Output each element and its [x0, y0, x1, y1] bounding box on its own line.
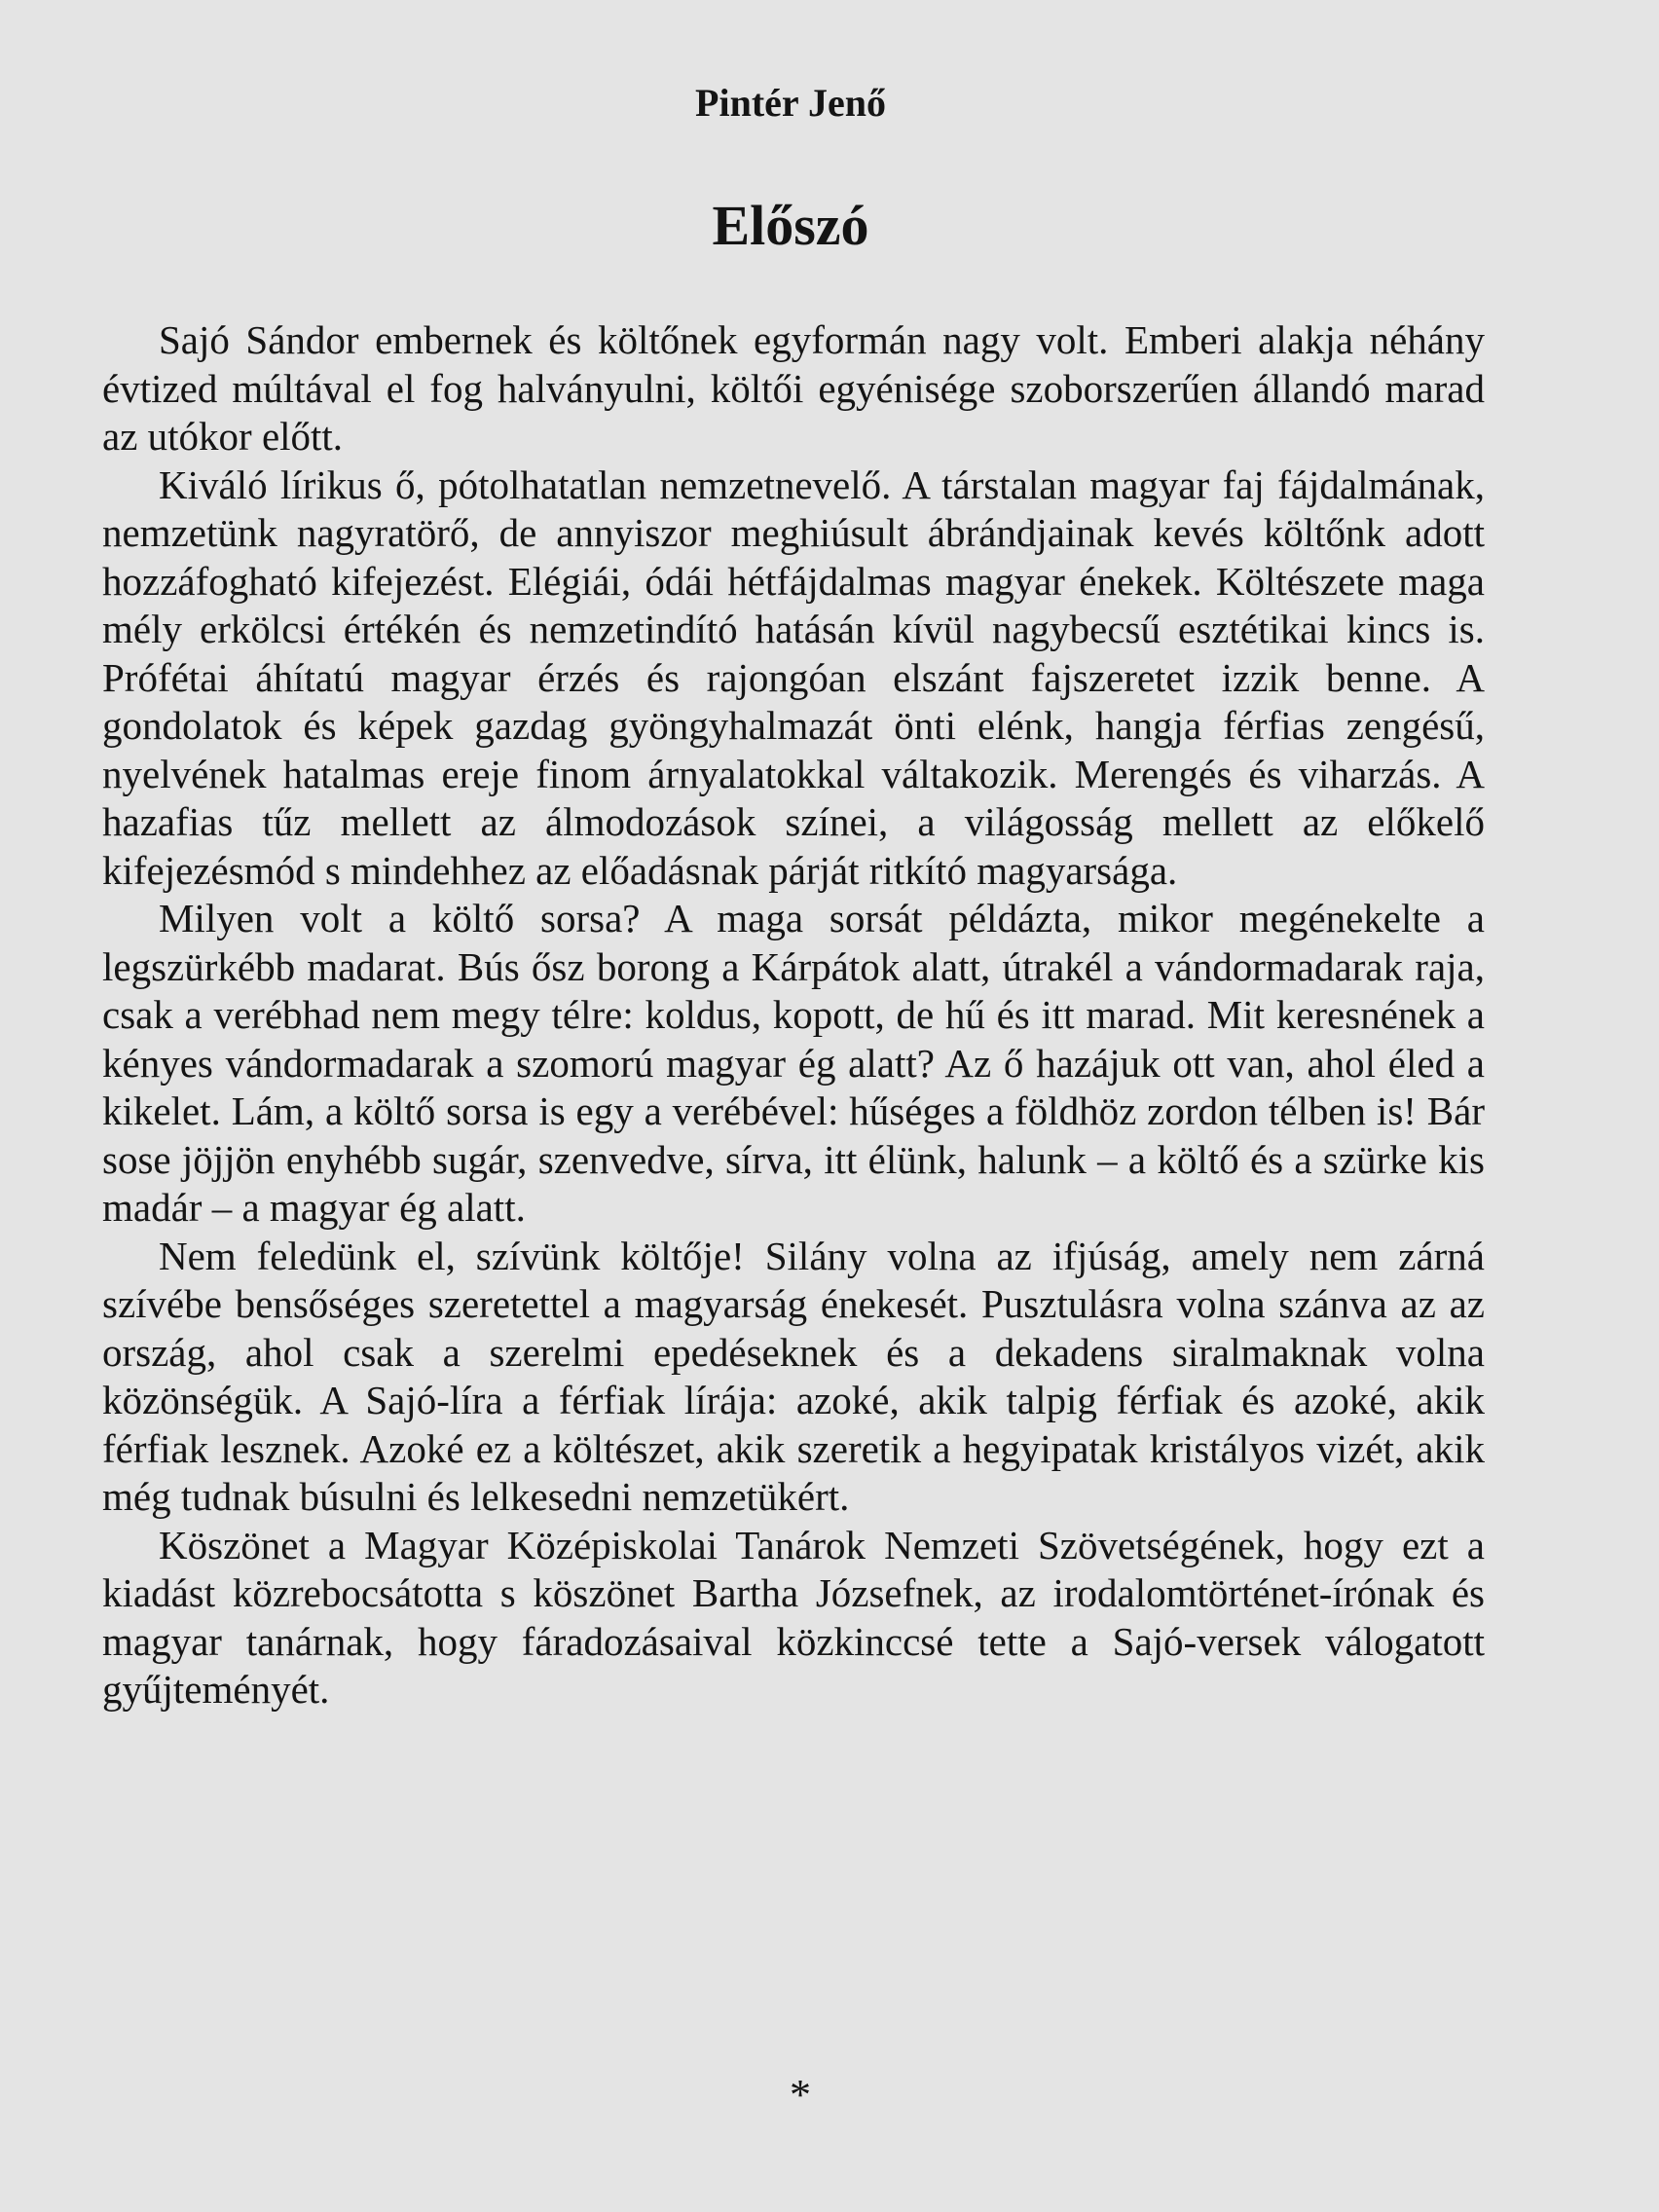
paragraph-1: Sajó Sándor embernek és költőnek egyformán nagy volt. Emberi alakja néhány évtized múltával el fog halványulni, költői egyénisége szoborszerűen állandó marad az utókor előtt.	[102, 317, 1485, 459]
author-name: Pintér Jenő	[695, 81, 886, 125]
section-separator: *	[790, 2071, 811, 2119]
preface-text	[102, 316, 1485, 1714]
paragraph-3: Milyen volt a költő sorsa? A maga sorsát példázta, mikor megénekelte a legszürkébb madarat. Bús ősz borong a Kárpátok alatt, útrakél a vándormadarak raja, csak a verébhad nem megy télre: koldus, kopott, de hű és itt marad. Mit keresnének a kényes vándormadarak a szomorú magyar ég alatt? Az ő hazájuk ott van, ahol éled a kikelet. Lám, a költő sorsa is egy a verébével: hűséges a földhöz zordon télben is! Bár sose jöjjön enyhébb sugár, szenvedve, sírva, itt élünk, halunk – a költő és a szürke kis madár – a magyar ég alatt.	[102, 896, 1485, 1230]
paragraph-5: Köszönet a Magyar Középiskolai Tanárok Nemzeti Szövetségének, hogy ezt a kiadást közrebocsátotta s köszönet Bartha Józsefnek, az irodalomtörténet-írónak és magyar tanárnak, hogy fáradozásaival közkinccsé tette a Sajó-versek válogatott gyűjteményét.	[102, 1522, 1485, 1712]
page-title: Előszó	[712, 194, 869, 257]
paragraph-2: Kiváló lírikus ő, pótolhatatlan nemzetnevelő. A társtalan magyar faj fájdalmának, nemzetünk nagyratörő, de annyiszor meghiúsult ábrándjainak kevés költőnk adott hozzáfogható kifejezést. Elégiái, ódái hétfájdalmas magyar énekek. Költészete maga mély erkölcsi értékén és nemzetindító hatásán kívül nagybecsű esztétikai kincs is. Prófétai áhítatú magyar érzés és rajongóan elszánt fajszeretet izzik benne. A gondolatok és képek gazdag gyöngyhalmazát önti elénk, hangja férfias zengésű, nyelvének hatalmas ereje finom árnyalatokkal váltakozik. Merengés és viharzás. A hazafias tűz mellett az álmodozások színei, a világosság mellett az előkelő kifejezésmód s mindehhez az előadásnak párját ritkító magyarsága.	[102, 461, 1485, 893]
paragraph-4: Nem feledünk el, szívünk költője! Silány volna az ifjúság, amely nem zárná szívébe bensőséges szeretettel a magyarság énekesét. Pusztulásra volna szánva az az ország, ahol csak a szerelmi epedéseknek és a dekadens siralmaknak volna közönségük. A Sajó-líra a férfiak lírája: azoké, akik talpig férfiak és azoké, akik férfiak lesznek. Azoké ez a költészet, akik szeretik a hegyipatak kristályos vizét, akik még tudnak búsulni és lelkesedni nemzetükért.	[102, 1233, 1485, 1519]
